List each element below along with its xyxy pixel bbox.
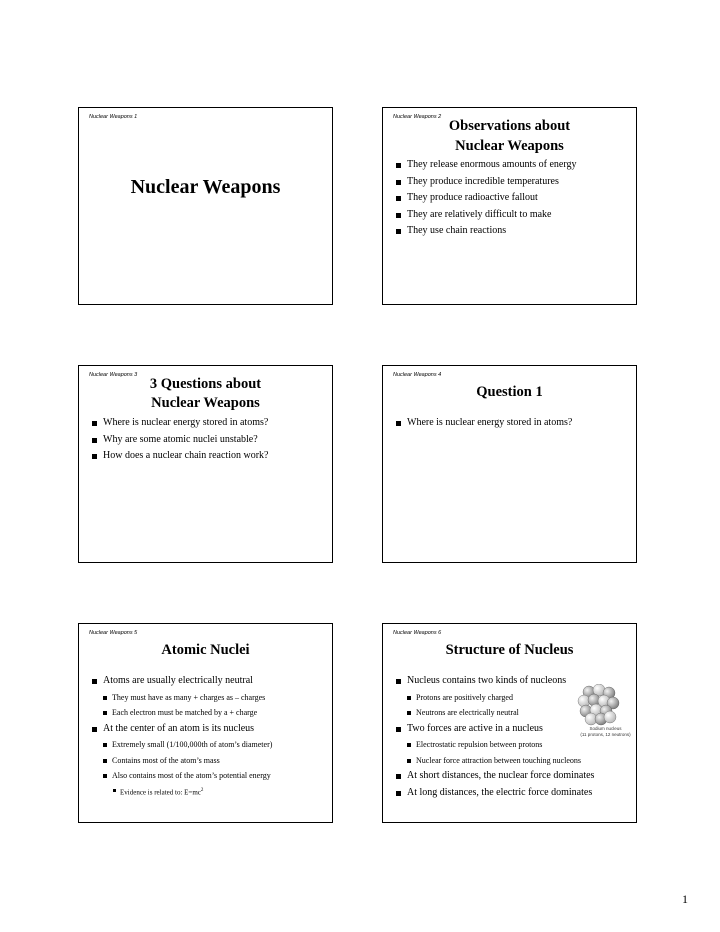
bullet-list [395, 415, 630, 432]
figure-caption-line-1: Sodium nucleus [589, 726, 622, 731]
slide-title: Atomic Nuclei [161, 642, 250, 658]
bullet-item: Where is nuclear energy stored in atoms? [91, 415, 326, 432]
slide-label: Nuclear Weapons 2 [393, 114, 442, 120]
bullet-item: At the center of an atom is its nucleus [91, 721, 326, 738]
sub-bullet-item: Nuclear force attraction between touching nucleons [395, 753, 630, 769]
bullet-list [91, 673, 326, 799]
sodium-nucleus-image [573, 684, 633, 728]
sub-bullet-item: Neutrons are electrically neutral [395, 705, 630, 721]
formula-text: Evidence is related to: E=mc [120, 787, 201, 796]
formula-exponent: 2 [200, 787, 204, 793]
slide-label: Nuclear Weapons 6 [393, 630, 442, 636]
sub-bullet-item: Also contains most of the atom’s potential energy [91, 768, 326, 784]
slide-6 [382, 623, 637, 823]
slide-title-line-2: Nuclear Weapons [151, 395, 260, 411]
slide-title: Structure of Nucleus [445, 642, 574, 658]
slide-4 [382, 365, 637, 563]
bullet-item: Nucleus contains two kinds of nucleons [395, 673, 630, 690]
slide-title-line-1: 3 Questions about [149, 376, 262, 392]
figure-caption [573, 726, 637, 738]
sub-bullet-item: Electrostatic repulsion between protons [395, 737, 630, 753]
slide-2 [382, 107, 637, 305]
slide-5 [78, 623, 333, 823]
slide-label: Nuclear Weapons 5 [89, 630, 138, 636]
slide-title-line-2: Nuclear Weapons [455, 138, 564, 154]
bullet-item: At short distances, the nuclear force dominates [395, 768, 630, 785]
slide-label: Nuclear Weapons 1 [89, 114, 138, 120]
bullet-item: They release enormous amounts of energy [395, 157, 630, 174]
sub-sub-bullet-item [91, 784, 326, 799]
bullet-item: At long distances, the electric force dominates [395, 785, 630, 802]
bullet-list [395, 157, 630, 240]
figure-caption-line-2: (11 protons, 12 neutrons) [580, 732, 631, 737]
bullet-item: Why are some atomic nuclei unstable? [91, 432, 326, 449]
sub-bullet-item: Extremely small (1/100,000th of atom’s diameter) [91, 737, 326, 753]
slide-title: Question 1 [476, 384, 543, 400]
bullet-list [91, 415, 326, 465]
slide-title-line-1: Observations about [448, 118, 571, 134]
slide-1 [78, 107, 333, 305]
bullet-item: How does a nuclear chain reaction work? [91, 448, 326, 465]
bullet-item: They produce incredible temperatures [395, 174, 630, 191]
bullet-item: Where is nuclear energy stored in atoms? [395, 415, 630, 432]
bullet-item: They are relatively difficult to make [395, 207, 630, 224]
slide-title: Nuclear Weapons [130, 176, 281, 198]
bullet-item: They produce radioactive fallout [395, 190, 630, 207]
slide-label: Nuclear Weapons 3 [89, 372, 138, 378]
bullet-item: Atoms are usually electrically neutral [91, 673, 326, 690]
sub-bullet-item: They must have as many + charges as – charges [91, 690, 326, 706]
bullet-item: They use chain reactions [395, 223, 630, 240]
sub-bullet-item: Contains most of the atom’s mass [91, 753, 326, 769]
sub-bullet-item: Protons are positively charged [395, 690, 630, 706]
bullet-item: Two forces are active in a nucleus [395, 721, 630, 738]
page-number: 1 [682, 892, 688, 906]
slide-label: Nuclear Weapons 4 [393, 372, 442, 378]
slide-3 [78, 365, 333, 563]
sub-bullet-item: Each electron must be matched by a + charge [91, 705, 326, 721]
